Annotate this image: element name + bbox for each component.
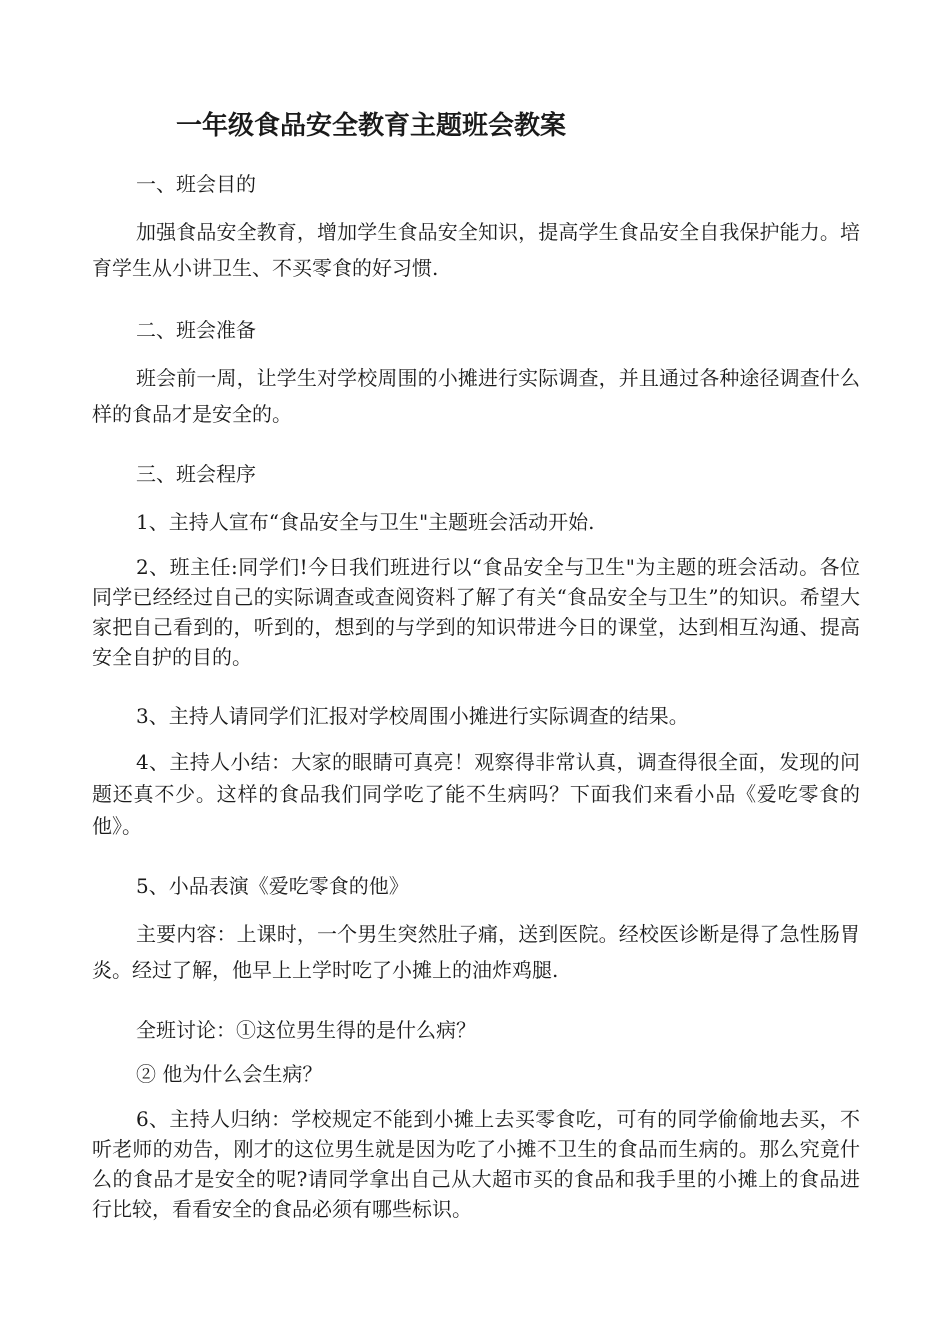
discussion-question-2: ② 他为什么会生病？: [136, 1062, 323, 1086]
step-3: 3、主持人请同学们汇报对学校周围小摊进行实际调查的结果。: [136, 704, 689, 728]
paragraph-purpose: 加强食品安全教育，增加学生食品安全知识，提高学生食品安全自我保护能力。培育学生从小讲卫生、不买零食的好习惯.: [92, 220, 860, 280]
discussion-question-1: 全班讨论：①这位男生得的是什么病？: [136, 1018, 476, 1042]
section-heading-procedure: 三、班会程序: [136, 462, 256, 486]
skit-summary: 主要内容：上课时，一个男生突然肚子痛，送到医院。经校医诊断是得了急性肠胃炎。经过了解，他早上上学时吃了小摊上的油炸鸡腿.: [92, 922, 860, 982]
step-6: 6、主持人归纳：学校规定不能到小摊上去买零食吃，可有的同学偷偷地去买，不听老师的劝告，刚才的这位男生就是因为吃了小摊不卫生的食品而生病的。那么究竟什么的食品才是安全的呢?请同学拿出自己从大超市买的食品和我手里的小摊上的食品进行比较，看看安全的食品必须有哪些标识。: [92, 1107, 860, 1221]
section-heading-preparation: 二、班会准备: [136, 318, 256, 342]
step-1: 1、主持人宣布“食品安全与卫生"主题班会活动开始.: [136, 510, 595, 534]
step-5: 5、小品表演《爱吃零食的他》: [136, 874, 409, 898]
step-2: 2、班主任:同学们!今日我们班进行以“食品安全与卫生"为主题的班会活动。各位同学已经经过自己的实际调查或查阅资料了解了有关“食品安全与卫生”的知识。希望大家把自己看到的，听到的，想到的与学到的知识带进今日的课堂，达到相互沟通、提高安全自护的目的。: [92, 555, 860, 669]
section-heading-purpose: 一、班会目的: [136, 172, 256, 196]
paragraph-preparation: 班会前一周，让学生对学校周围的小摊进行实际调查，并且通过各种途径调查什么样的食品才是安全的。: [92, 366, 860, 426]
step-4: 4、主持人小结：大家的眼睛可真亮！观察得非常认真，调查得很全面，发现的问题还真不少。这样的食品我们同学吃了能不生病吗？下面我们来看小品《爱吃零食的他》。: [92, 750, 860, 838]
page-title: 一年级食品安全教育主题班会教案: [176, 111, 567, 141]
